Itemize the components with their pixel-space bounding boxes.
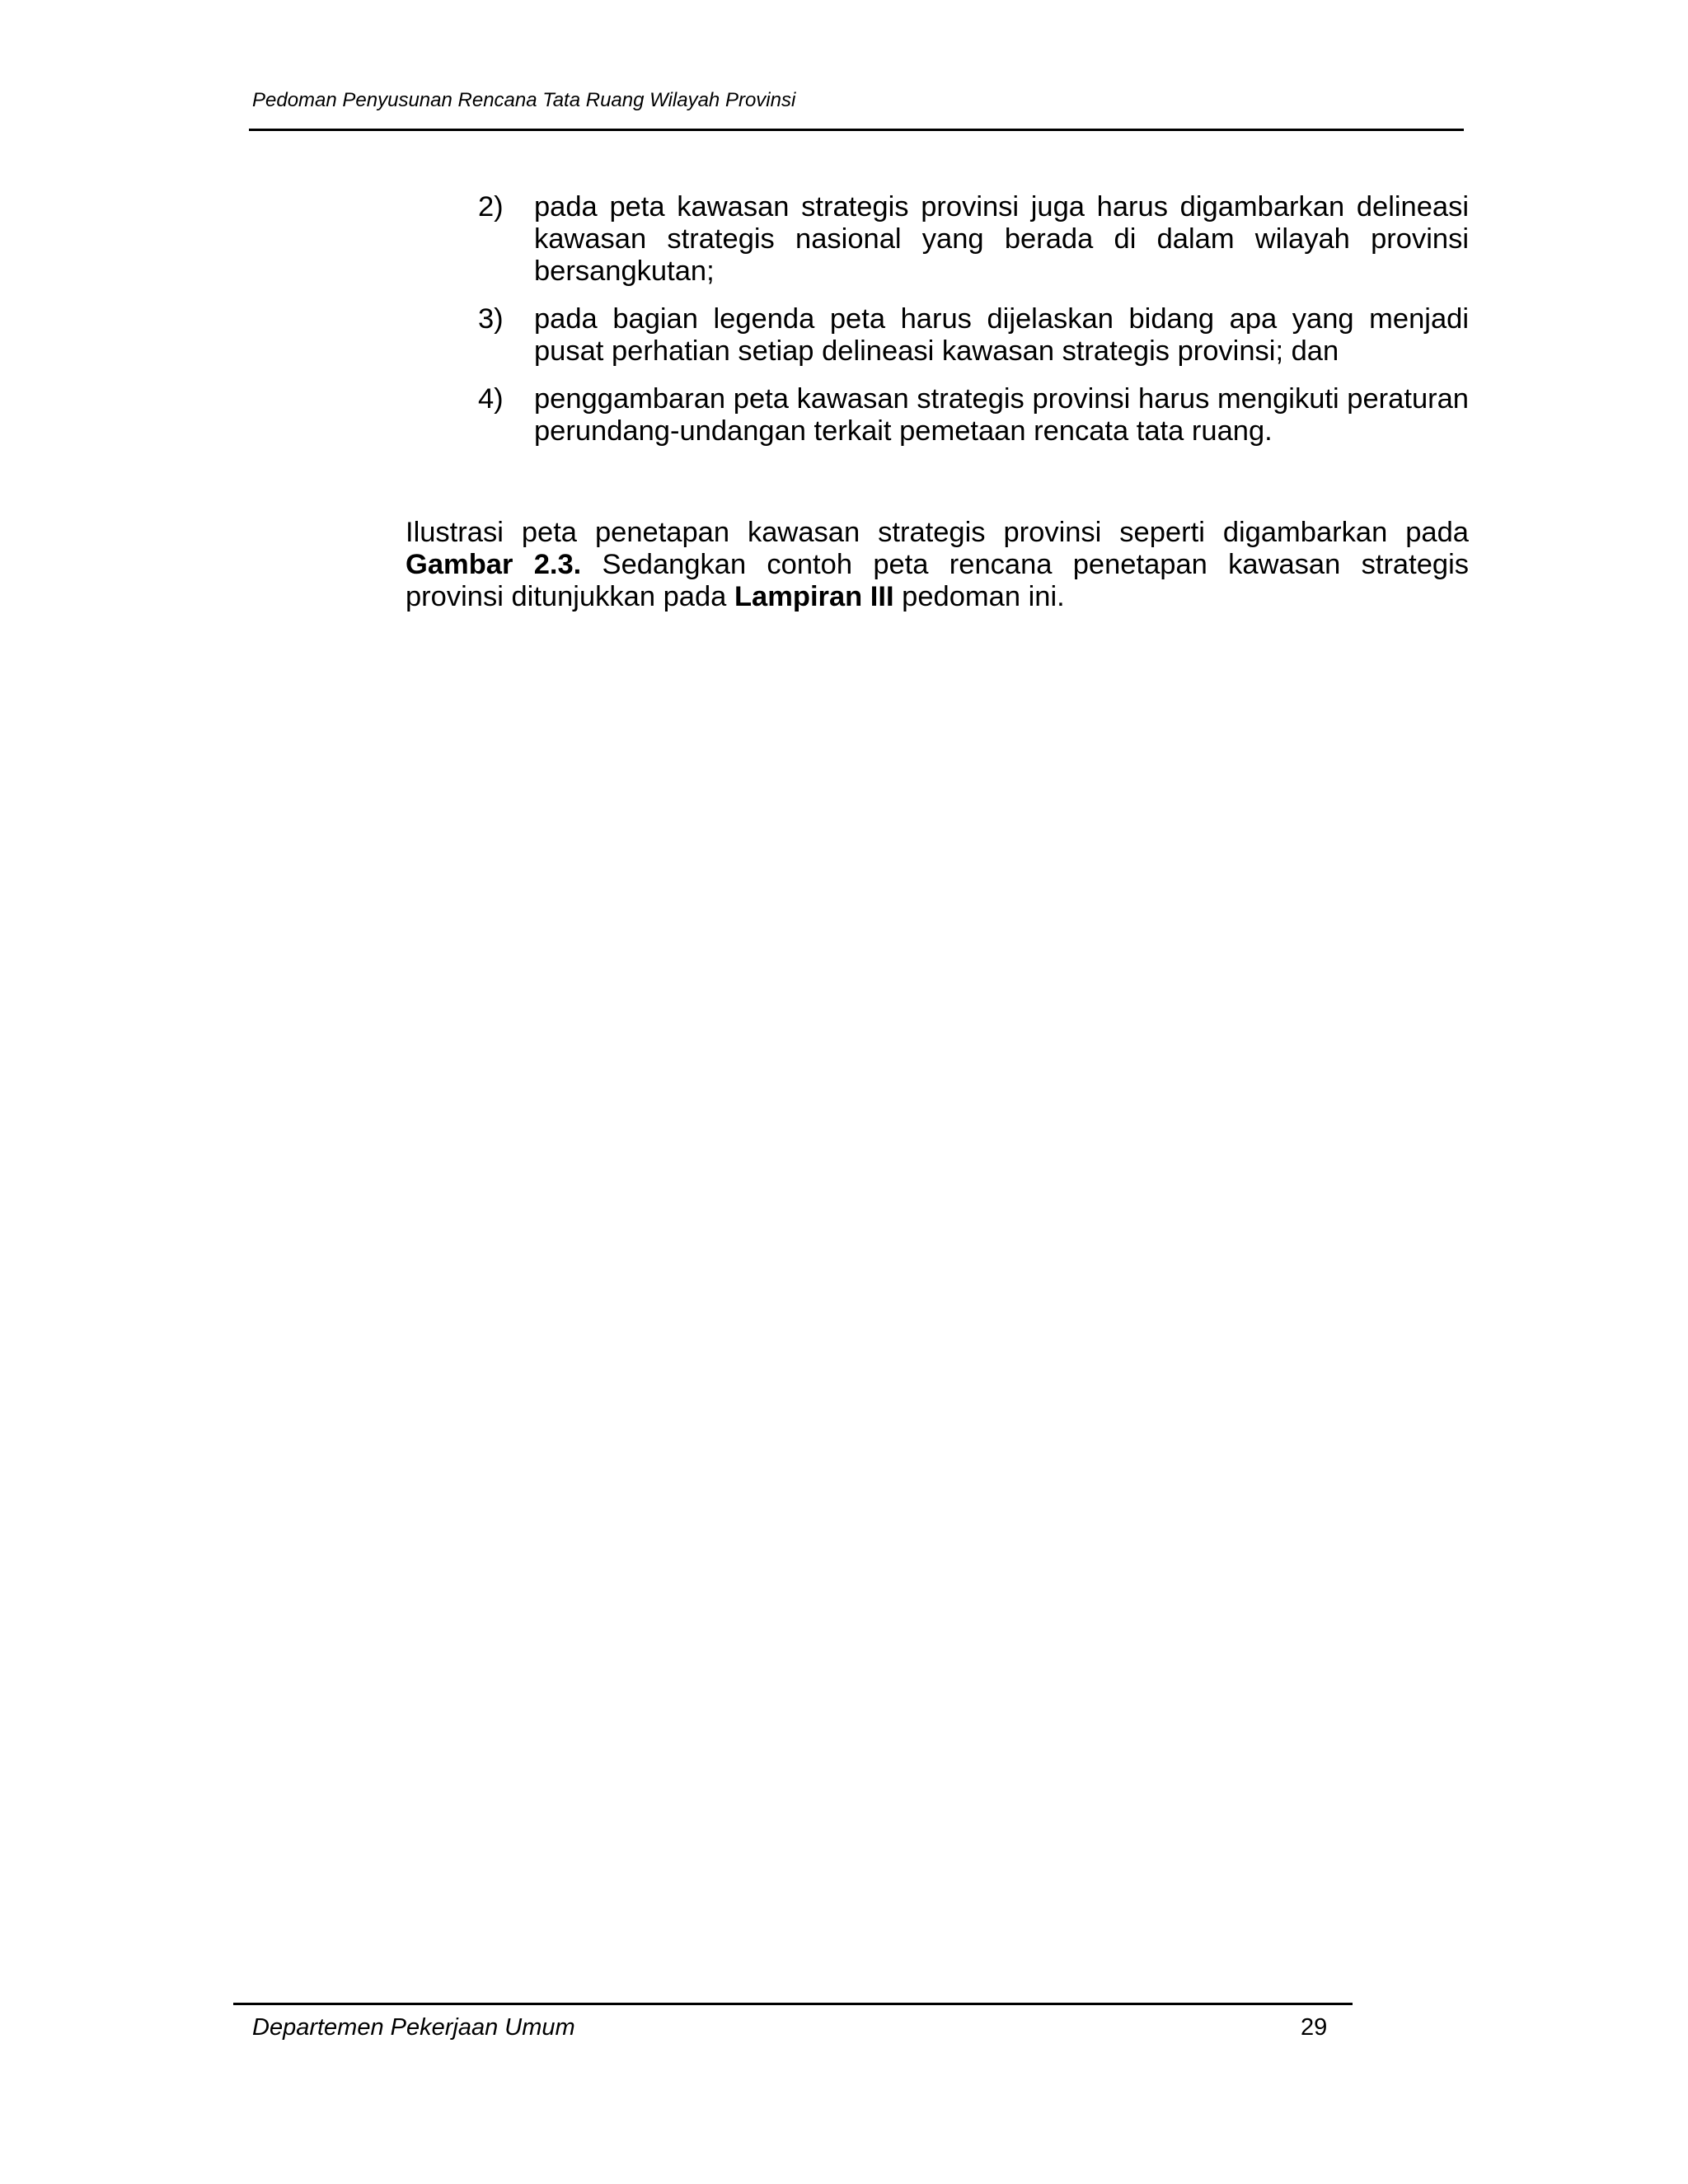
list-item-text: pada bagian legenda peta harus dijelaskan bidang apa yang menjadi pusat perhatian setiap delineasi kawasan strategis provinsi; dan <box>534 303 1469 367</box>
appendix-reference: Lampiran III <box>734 581 894 612</box>
list-item <box>478 303 1469 368</box>
paragraph-text: Sedangkan contoh peta rencana penetapan kawasan strategis provinsi ditunjukkan pada <box>406 549 1469 612</box>
footer-department: Departemen Pekerjaan Umum <box>252 2014 575 2041</box>
footer-divider <box>233 2003 1353 2005</box>
paragraph-text: Ilustrasi peta penetapan kawasan strategis provinsi seperti digambarkan pada <box>406 517 1469 548</box>
list-item-number: 2) <box>478 191 504 223</box>
header-divider <box>249 129 1464 131</box>
page-number: 29 <box>1301 2014 1328 2041</box>
running-header: Pedoman Penyusunan Rencana Tata Ruang Wilayah Provinsi <box>252 89 796 111</box>
list-item-number: 3) <box>478 303 504 335</box>
numbered-list <box>478 191 1469 463</box>
list-item <box>478 383 1469 448</box>
list-item <box>478 191 1469 288</box>
paragraph-text: pedoman ini. <box>893 581 1065 612</box>
list-item-number: 4) <box>478 383 504 415</box>
body-paragraph <box>406 517 1469 613</box>
list-item-text: penggambaran peta kawasan strategis provinsi harus mengikuti peraturan perundang-undangan terkait pemetaan rencata tata ruang. <box>534 383 1469 447</box>
list-item-text: pada peta kawasan strategis provinsi juga harus digambarkan delineasi kawasan strategis nasional yang berada di dalam wilayah provinsi bersangkutan; <box>534 191 1469 287</box>
figure-reference: Gambar 2.3. <box>406 549 582 580</box>
